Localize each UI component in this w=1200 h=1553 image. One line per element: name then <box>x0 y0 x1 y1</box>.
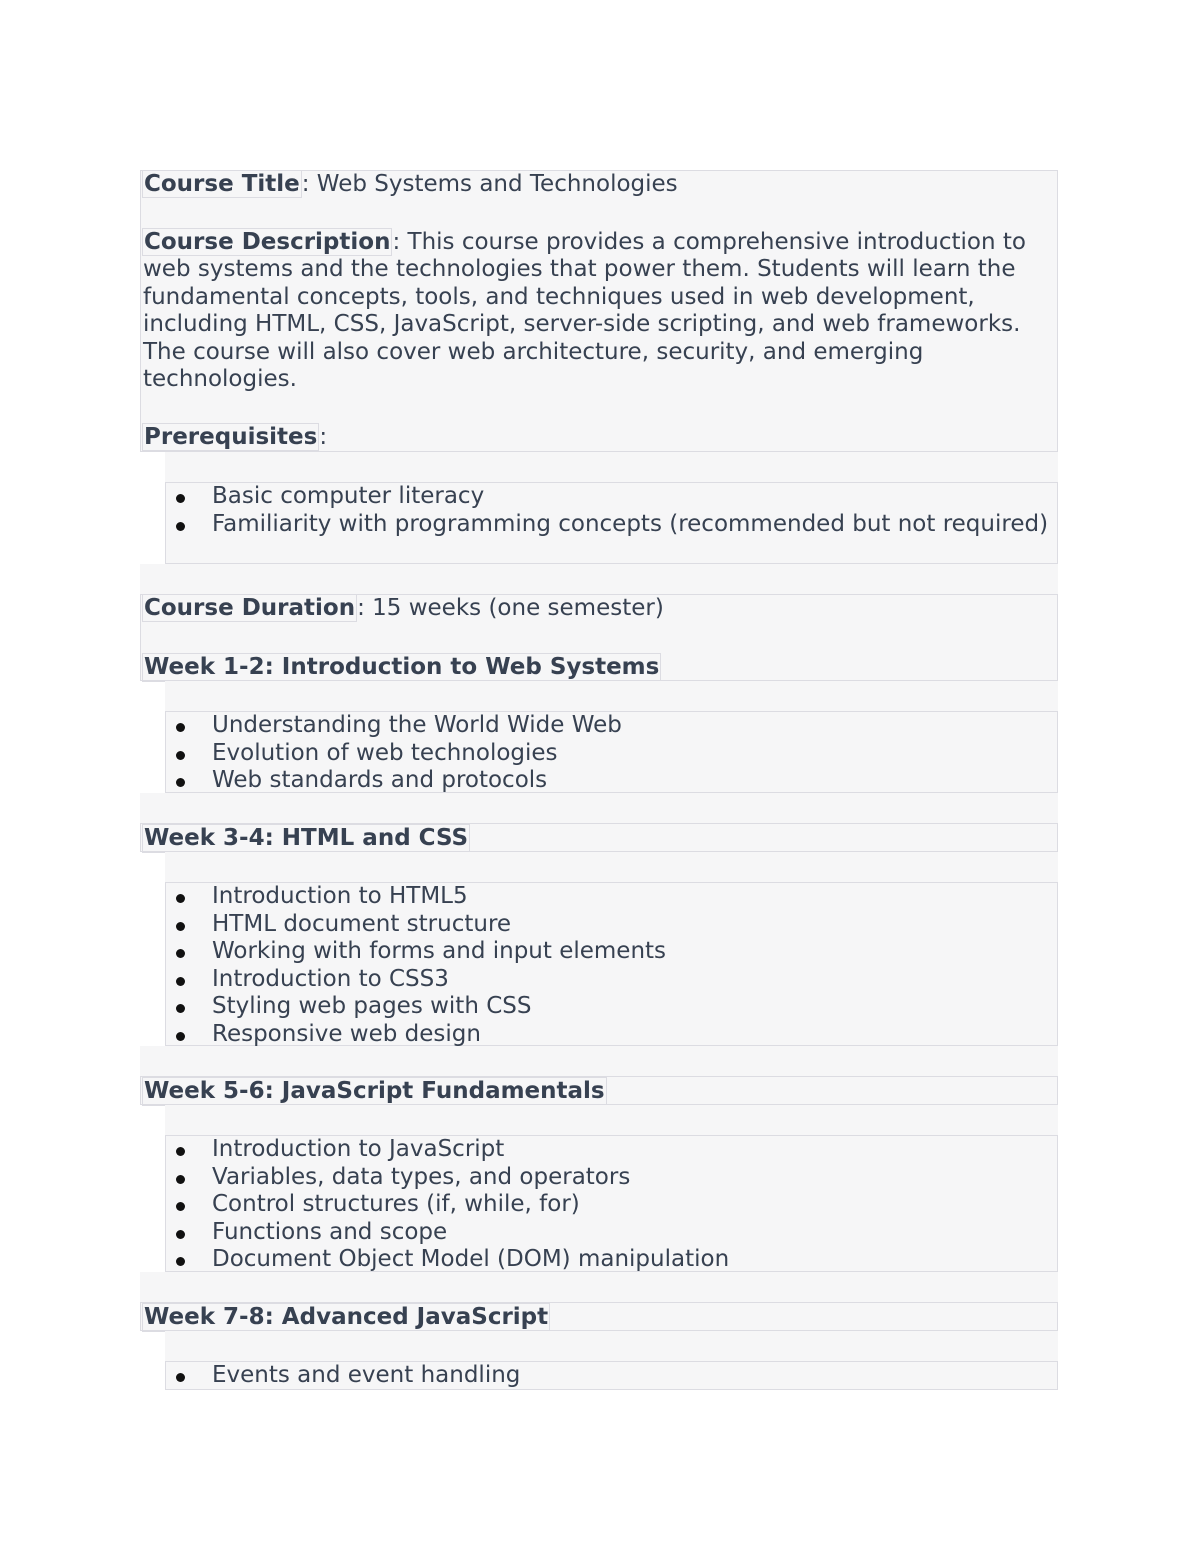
prerequisites-list-block <box>165 482 1058 564</box>
week-heading <box>141 1303 1057 1332</box>
course-info-block <box>140 170 1058 452</box>
week-1-2-title: Week 1-2: Introduction to Web Systems <box>144 653 660 680</box>
week-heading <box>141 824 1057 853</box>
week-5-6-list <box>166 1136 1057 1274</box>
list-item: Basic computer literacy <box>166 483 1057 511</box>
list-item: Familiarity with programming concepts (recommended but not required) <box>166 511 1057 539</box>
spacer <box>140 564 1058 594</box>
list-item: Introduction to HTML5 <box>166 883 1057 911</box>
week-heading <box>141 1077 1057 1106</box>
course-duration-label: Course Duration <box>144 595 356 621</box>
week-7-8-list <box>166 1362 1057 1390</box>
course-title-line <box>141 171 1057 199</box>
list-item: HTML document structure <box>166 911 1057 939</box>
spacer <box>165 1331 1058 1361</box>
list-item: Evolution of web technologies <box>166 740 1057 768</box>
list-item: Web standards and protocols <box>166 767 1057 795</box>
week-heading <box>141 653 1057 682</box>
spacer <box>140 1272 1058 1302</box>
week-3-4-title: Week 3-4: HTML and CSS <box>144 825 469 851</box>
week-5-6-list-block <box>165 1135 1058 1272</box>
course-description <box>141 229 1057 394</box>
week-3-4-heading-block <box>140 823 1058 852</box>
list-item: Working with forms and input elements <box>166 938 1057 966</box>
prerequisites-label: Prerequisites <box>144 423 318 450</box>
week-5-6-title: Week 5-6: JavaScript Fundamentals <box>144 1078 605 1104</box>
list-item: Variables, data types, and operators <box>166 1164 1057 1192</box>
list-item: Styling web pages with CSS <box>166 993 1057 1021</box>
spacer <box>165 1105 1058 1135</box>
list-item: Functions and scope <box>166 1219 1057 1247</box>
week-3-4-list-block <box>165 882 1058 1046</box>
prerequisites-line <box>141 424 1057 452</box>
duration-block <box>140 594 1058 681</box>
list-item: Responsive web design <box>166 1021 1057 1049</box>
week-3-4-list <box>166 883 1057 1048</box>
spacer <box>140 793 1058 823</box>
list-item: Introduction to CSS3 <box>166 966 1057 994</box>
spacer <box>165 852 1058 882</box>
week-1-2-list <box>166 712 1057 795</box>
list-item: Events and event handling <box>166 1362 1057 1390</box>
list-item: Document Object Model (DOM) manipulation <box>166 1246 1057 1274</box>
list-item: Understanding the World Wide Web <box>166 712 1057 740</box>
week-7-8-title: Week 7-8: Advanced JavaScript <box>144 1304 549 1330</box>
course-description-value: : This course provides a comprehensive introduction to web systems and the technologies that power them. Students will learn the fundamental concepts, tools, and techniques used in web development, including HTML, CSS, JavaScript, server-side scripting, and web frameworks. The course will also cover web architecture, security, and emerging technologies. <box>143 228 1026 392</box>
spacer <box>165 452 1058 482</box>
course-description-label: Course Description <box>144 228 391 255</box>
list-item: Control structures (if, while, for) <box>166 1191 1057 1219</box>
course-duration-line <box>141 595 1057 623</box>
week-1-2-list-block <box>165 711 1058 793</box>
week-7-8-heading-block <box>140 1302 1058 1331</box>
course-title-label: Course Title <box>144 171 300 197</box>
prerequisites-colon: : <box>319 423 328 450</box>
spacer <box>140 1046 1058 1076</box>
list-item: Introduction to JavaScript <box>166 1136 1057 1164</box>
week-5-6-heading-block <box>140 1076 1058 1105</box>
week-7-8-list-block <box>165 1361 1058 1390</box>
course-duration-value: : 15 weeks (one semester) <box>357 595 664 621</box>
prerequisites-list <box>166 483 1057 538</box>
spacer <box>165 681 1058 711</box>
course-title-value: : Web Systems and Technologies <box>301 171 678 197</box>
